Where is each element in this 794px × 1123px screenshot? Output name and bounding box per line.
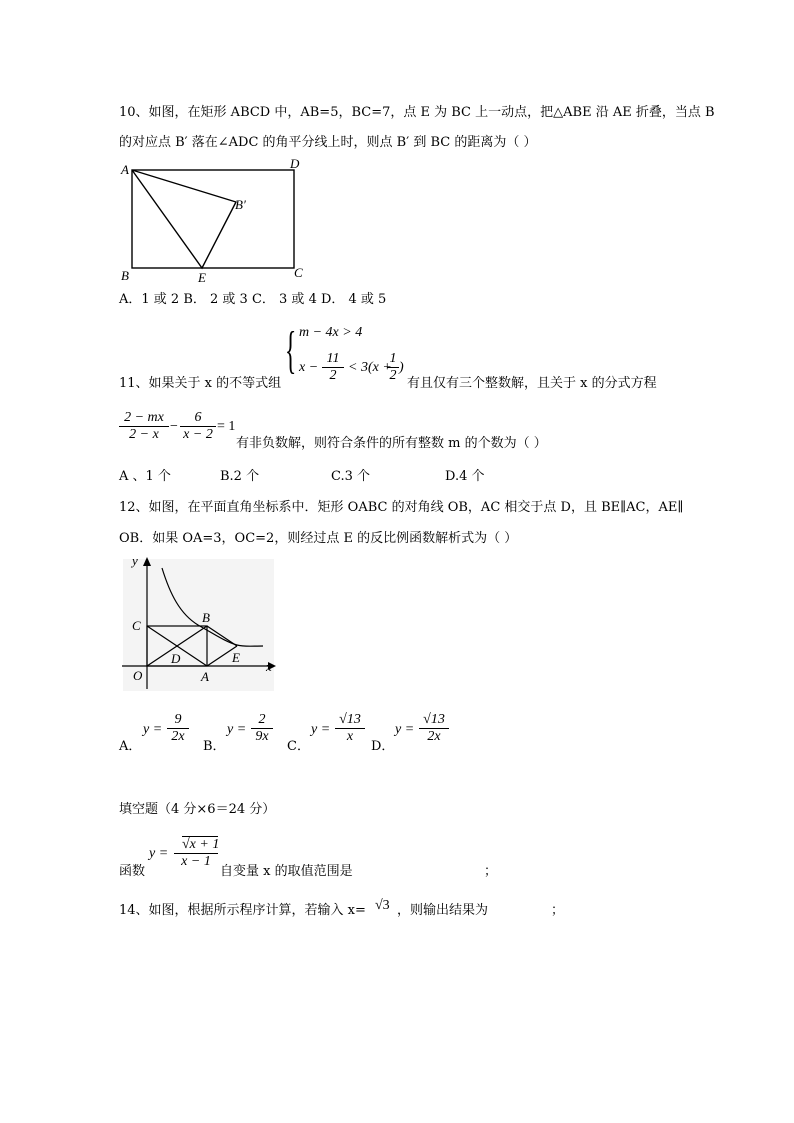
q14-text-b: ，则输出结果为 [397, 903, 489, 918]
q11-system-frac2: 1 2 [387, 351, 399, 384]
rect-abcd [132, 170, 294, 268]
q10-options: A．1 或 2 B． 2 或 3 C． 3 或 4 D． 4 或 5 [119, 292, 387, 307]
q11-text-b: 有且仅有三个整数解，且关于 x 的分式方程 [407, 376, 657, 391]
triangle-ab-prime-e [132, 170, 236, 268]
q11-eq-frac1: 2 − mx 2 − x [119, 410, 169, 443]
q13-frac: √x + 1 x − 1 [174, 836, 218, 870]
q11-system-brace: { [285, 322, 297, 379]
label-b-prime: B′ [235, 197, 246, 212]
q11-eq-frac2: 6 x − 2 [180, 410, 216, 443]
label-a: A [201, 669, 209, 684]
q12-text-line1: 12、如图，在平面直角坐标系中．矩形 OABC 的对角线 OB，AC 相交于点 D，且 BE∥AC，AE∥ [119, 500, 684, 515]
label-x: x [266, 659, 272, 674]
q12-option-a-frac: 9 2x [167, 712, 189, 745]
q11-system-line2b: < 3(x + [348, 360, 392, 375]
q12-coordinate-figure [118, 554, 278, 694]
q10-text-line1: 10、如图，在矩形 ABCD 中，AB=5，BC=7，点 E 为 BC 上一动点，把△ABE 沿 AE 折叠，当点 B [119, 105, 715, 120]
q11-system-line1: m − 4x > 4 [299, 325, 363, 340]
q11-option-c: C.3 个 [331, 469, 371, 484]
q11-option-a: A 、1 个 [119, 469, 171, 484]
label-b: B [202, 610, 210, 625]
q11-text-a: 11、如果关于 x 的不等式组 [119, 376, 282, 391]
q14-end: ； [551, 903, 565, 918]
q12-option-b-frac: 2 9x [251, 712, 273, 745]
q11-system-line2c: ) [399, 360, 404, 375]
q12-option-a-y: y = [143, 722, 163, 737]
q12-option-c-frac: √13 x [335, 712, 365, 745]
label-y: y [132, 553, 138, 568]
label-d: D [171, 651, 181, 666]
q12-option-a-letter: A． [119, 739, 142, 754]
q12-option-d-frac: √13 2x [419, 712, 449, 745]
q11-option-d: D.4 个 [445, 469, 485, 484]
label-c: C [294, 265, 303, 280]
q11-option-b: B.2 个 [220, 469, 260, 484]
fill-heading: 填空题（4 分×6＝24 分） [119, 802, 276, 817]
q11-eq-rhs: = 1 [217, 419, 236, 434]
q12-option-b-y: y = [227, 722, 247, 737]
q10-rectangle-figure [118, 156, 318, 286]
q12-text-line2: OB．如果 OA=3，OC=2，则经过点 E 的反比例函数解析式为（ ） [119, 531, 518, 546]
q14-text-a: 14、如图，根据所示程序计算，若输入 x= [119, 903, 366, 918]
label-e: E [232, 650, 240, 665]
q13-text-b: 自变量 x 的取值范围是 [220, 864, 353, 879]
q13-end: ； [484, 864, 498, 879]
label-d: D [290, 156, 300, 171]
q13-text-a: 函数 [119, 864, 146, 879]
label-b: B [121, 268, 129, 283]
label-e: E [198, 270, 206, 285]
q10-text-line2: 的对应点 B′ 落在∠ADC 的角平分线上时，则点 B′ 到 BC 的距离为（ ） [119, 135, 537, 150]
label-a: A [121, 162, 129, 177]
q12-option-d-letter: D． [371, 739, 395, 754]
q11-system-frac1: 11 2 [322, 351, 344, 384]
q13-y: y = [149, 846, 169, 861]
q11-system-line2a: x − [299, 360, 319, 375]
q12-option-c-letter: C． [287, 739, 310, 754]
label-o: O [133, 668, 143, 683]
q11-text-c: 有非负数解，则符合条件的所有整数 m 的个数为（ ） [236, 436, 547, 451]
q12-option-c-y: y = [311, 722, 331, 737]
q14-root: √3 [375, 898, 390, 913]
q12-option-b-letter: B． [203, 739, 226, 754]
q12-option-d-y: y = [395, 722, 415, 737]
q11-eq-minus: − [170, 419, 178, 434]
label-c: C [132, 618, 141, 633]
